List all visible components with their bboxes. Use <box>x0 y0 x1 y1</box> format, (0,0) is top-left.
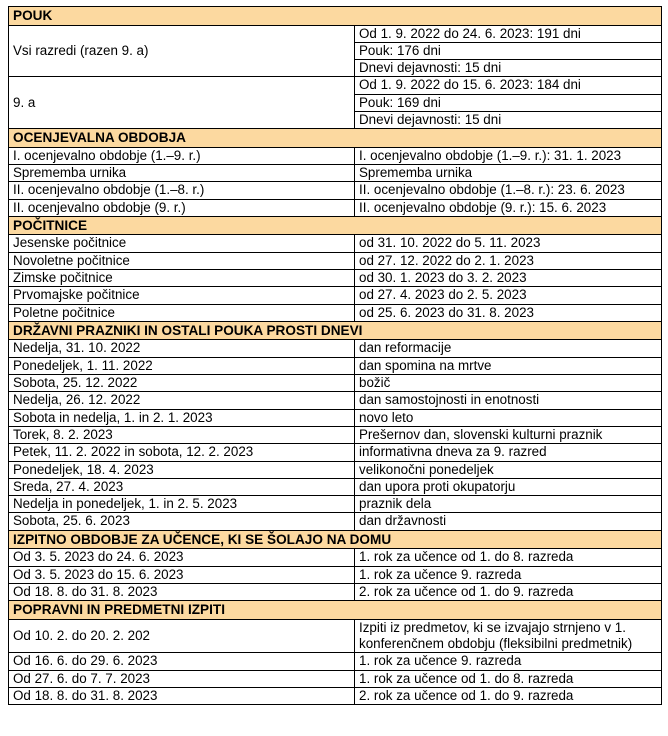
row-value: dan spomina na mrtve <box>355 357 662 374</box>
class-group-detail: Pouk: 176 dni <box>355 42 662 59</box>
row-value: 1. rok za učence od 1. do 8. razreda <box>355 549 662 566</box>
row-label: Od 18. 8. do 31. 8. 2023 <box>9 583 355 600</box>
table-row <box>9 461 662 478</box>
table-row <box>9 147 662 164</box>
section-header: POUK <box>9 7 662 26</box>
table-row <box>9 619 662 653</box>
row-value: od 25. 6. 2023 do 31. 8. 2023 <box>355 304 662 321</box>
section-header: DRŽAVNI PRAZNIKI IN OSTALI POUKA PROSTI DNEVI <box>9 321 662 340</box>
row-value: dan samostojnosti in enotnosti <box>355 392 662 409</box>
row-value: od 31. 10. 2022 do 5. 11. 2023 <box>355 235 662 252</box>
row-label: II. ocenjevalno obdobje (9. r.) <box>9 199 355 216</box>
section-header-row <box>9 601 662 620</box>
table-row <box>9 583 662 600</box>
row-label: Ponedeljek, 1. 11. 2022 <box>9 357 355 374</box>
row-label: Novoletne počitnice <box>9 252 355 269</box>
school-calendar-table <box>8 6 662 705</box>
row-value: praznik dela <box>355 496 662 513</box>
row-label: Nedelja, 26. 12. 2022 <box>9 392 355 409</box>
row-label: Nedelja in ponedeljek, 1. in 2. 5. 2023 <box>9 496 355 513</box>
row-value: Prešernov dan, slovenski kulturni praznik <box>355 426 662 443</box>
row-value: od 30. 1. 2023 do 3. 2. 2023 <box>355 270 662 287</box>
row-label: Torek, 8. 2. 2023 <box>9 426 355 443</box>
section-header: IZPITNO OBDOBJE ZA UČENCE, KI SE ŠOLAJO NA DOMU <box>9 530 662 549</box>
row-value: 1. rok za učence od 1. do 8. razreda <box>355 670 662 687</box>
table-row <box>9 270 662 287</box>
row-value: I. ocenjevalno obdobje (1.–9. r.): 31. 1. 2023 <box>355 147 662 164</box>
table-row <box>9 670 662 687</box>
row-value: dan upora proti okupatorju <box>355 478 662 495</box>
table-row <box>9 235 662 252</box>
table-row <box>9 444 662 461</box>
row-value: informativna dneva za 9. razred <box>355 444 662 461</box>
row-value: II. ocenjevalno obdobje (9. r.): 15. 6. 2023 <box>355 199 662 216</box>
row-label: Sreda, 27. 4. 2023 <box>9 478 355 495</box>
row-label: Sobota, 25. 12. 2022 <box>9 375 355 392</box>
row-label: Od 18. 8. do 31. 8. 2023 <box>9 687 355 704</box>
row-value: od 27. 4. 2023 do 2. 5. 2023 <box>355 287 662 304</box>
table-row <box>9 478 662 495</box>
table-row <box>9 426 662 443</box>
class-group-detail: Dnevi dejavnosti: 15 dni <box>355 111 662 128</box>
row-value: 1. rok za učence 9. razreda <box>355 653 662 670</box>
row-value: Sprememba urnika <box>355 165 662 182</box>
row-value: velikonočni ponedeljek <box>355 461 662 478</box>
class-group-label: Vsi razredi (razen 9. a) <box>9 25 355 77</box>
section-header: POČITNICE <box>9 216 662 235</box>
table-row <box>9 199 662 216</box>
table-row <box>9 357 662 374</box>
row-label: Od 16. 6. do 29. 6. 2023 <box>9 653 355 670</box>
table-row <box>9 165 662 182</box>
row-value: božič <box>355 375 662 392</box>
class-group-detail: Od 1. 9. 2022 do 15. 6. 2023: 184 dni <box>355 77 662 94</box>
row-value: od 27. 12. 2022 do 2. 1. 2023 <box>355 252 662 269</box>
row-label: Jesenske počitnice <box>9 235 355 252</box>
row-label: Od 3. 5. 2023 do 15. 6. 2023 <box>9 566 355 583</box>
section-header-row <box>9 216 662 235</box>
row-label: Od 3. 5. 2023 do 24. 6. 2023 <box>9 549 355 566</box>
row-label: Nedelja, 31. 10. 2022 <box>9 340 355 357</box>
row-label: Od 27. 6. do 7. 7. 2023 <box>9 670 355 687</box>
class-group-detail: Od 1. 9. 2022 do 24. 6. 2023: 191 dni <box>355 25 662 42</box>
table-row <box>9 304 662 321</box>
row-label: Sobota, 25. 6. 2023 <box>9 513 355 530</box>
table-row <box>9 409 662 426</box>
section-header-row <box>9 7 662 26</box>
row-label: II. ocenjevalno obdobje (1.–8. r.) <box>9 182 355 199</box>
row-value: 1. rok za učence 9. razreda <box>355 566 662 583</box>
table-row <box>9 182 662 199</box>
section-header-row <box>9 530 662 549</box>
row-label: Ponedeljek, 18. 4. 2023 <box>9 461 355 478</box>
row-value: dan reformacije <box>355 340 662 357</box>
class-group-label: 9. a <box>9 77 355 129</box>
table-row <box>9 496 662 513</box>
table-row <box>9 392 662 409</box>
row-value: Izpiti iz predmetov, ki se izvajajo strnjeno v 1. konferenčnem obdobju (fleksibilni predmetnik) <box>355 619 662 653</box>
class-group-detail: Pouk: 169 dni <box>355 94 662 111</box>
section-header-row <box>9 129 662 148</box>
row-value: novo leto <box>355 409 662 426</box>
row-value: 2. rok za učence od 1. do 9. razreda <box>355 583 662 600</box>
row-label: Zimske počitnice <box>9 270 355 287</box>
section-header: OCENJEVALNA OBDOBJA <box>9 129 662 148</box>
table-row <box>9 252 662 269</box>
row-label: Sobota in nedelja, 1. in 2. 1. 2023 <box>9 409 355 426</box>
table-row <box>9 287 662 304</box>
row-label: Prvomajske počitnice <box>9 287 355 304</box>
row-label: Poletne počitnice <box>9 304 355 321</box>
section-header-row <box>9 321 662 340</box>
table-row <box>9 375 662 392</box>
table-row <box>9 340 662 357</box>
table-row <box>9 77 662 94</box>
class-group-detail: Dnevi dejavnosti: 15 dni <box>355 60 662 77</box>
row-label: Petek, 11. 2. 2022 in sobota, 12. 2. 2023 <box>9 444 355 461</box>
table-row <box>9 25 662 42</box>
row-value: 2. rok za učence od 1. do 9. razreda <box>355 687 662 704</box>
row-label: Sprememba urnika <box>9 165 355 182</box>
table-row <box>9 513 662 530</box>
section-header: POPRAVNI IN PREDMETNI IZPITI <box>9 601 662 620</box>
row-value: dan državnosti <box>355 513 662 530</box>
table-row <box>9 653 662 670</box>
row-label: Od 10. 2. do 20. 2. 202 <box>9 619 355 653</box>
table-row <box>9 549 662 566</box>
row-label: I. ocenjevalno obdobje (1.–9. r.) <box>9 147 355 164</box>
row-value: II. ocenjevalno obdobje (1.–8. r.): 23. 6. 2023 <box>355 182 662 199</box>
table-row <box>9 687 662 704</box>
table-row <box>9 566 662 583</box>
